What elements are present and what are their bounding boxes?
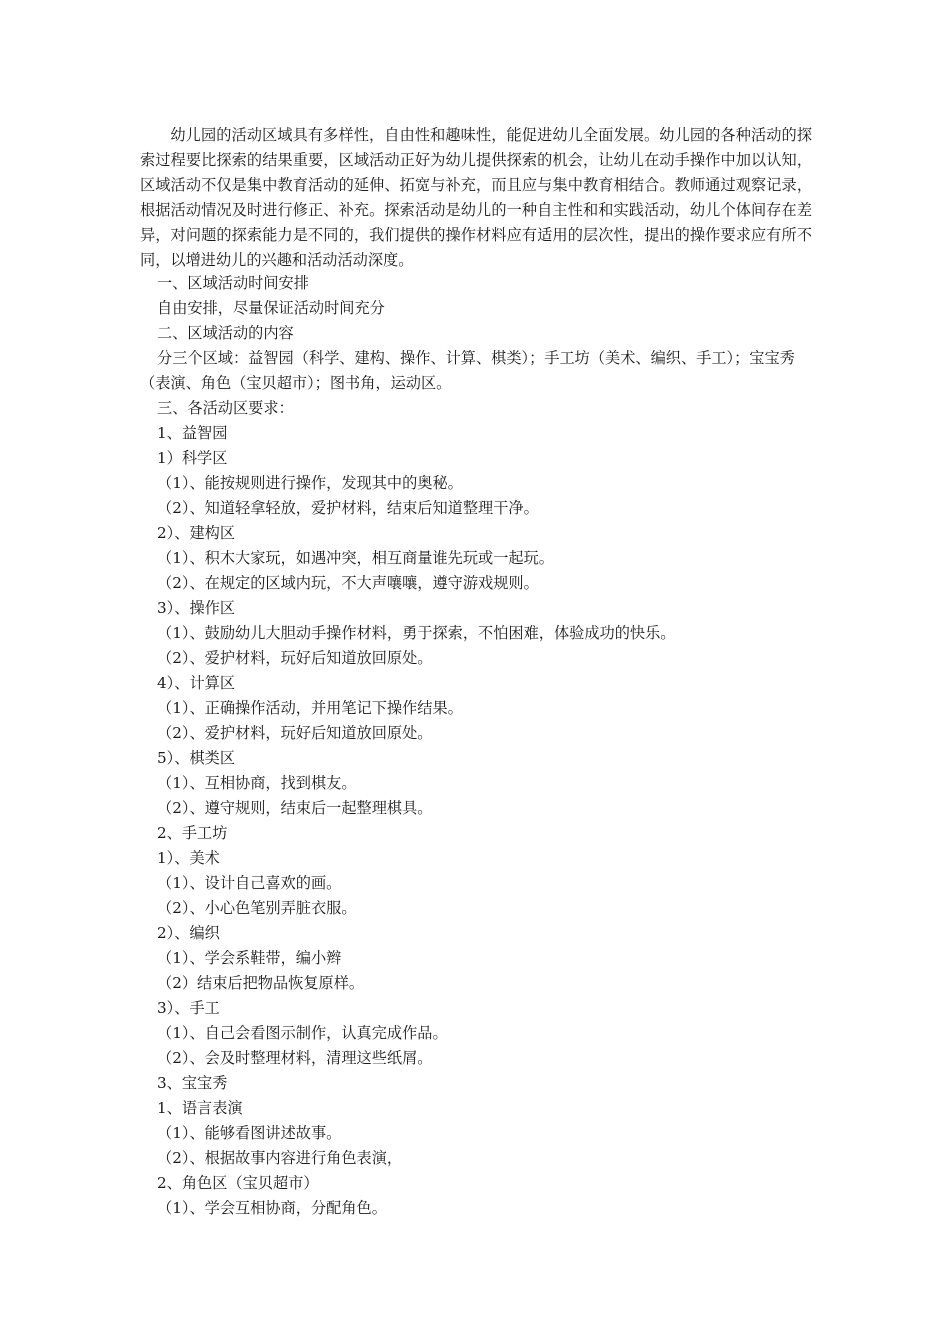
list-item: （1）、积木大家玩，如遇冲突，相互商量谁先玩或一起玩。 (157, 549, 554, 567)
section-heading: 二、区域活动的内容 (157, 324, 294, 342)
sub-heading: 2）、建构区 (157, 524, 236, 542)
list-item: （1）、能够看图讲述故事。 (157, 1124, 342, 1142)
list-item: （2）结束后把物品恢复原样。 (157, 974, 365, 992)
section-heading: 三、各活动区要求： (157, 399, 294, 417)
list-item: （1）、学会互相协商，分配角色。 (157, 1199, 387, 1217)
list-item: （2）、根据故事内容进行角色表演， (157, 1149, 403, 1167)
sub-heading: 5）、棋类区 (157, 749, 236, 767)
sub-heading: 3、宝宝秀 (157, 1074, 228, 1092)
list-item: （2）、知道轻拿轻放，爱护材料，结束后知道整理干净。 (157, 499, 539, 517)
sub-heading: 4）、计算区 (157, 674, 236, 692)
list-item: （2）、爱护材料，玩好后知道放回原处。 (157, 649, 433, 667)
section-heading: 一、区域活动时间安排 (157, 274, 309, 292)
content-lines (140, 271, 817, 1221)
sub-heading: 1）、美术 (157, 849, 220, 867)
list-item: （1）、互相协商，找到棋友。 (157, 774, 357, 792)
list-item: （2）、爱护材料，玩好后知道放回原处。 (157, 724, 433, 742)
sub-heading: 3）、手工 (157, 999, 220, 1017)
text-line: （表演、角色（宝贝超市）；图书角，运动区。 (140, 374, 452, 392)
sub-heading: 1、语言表演 (157, 1099, 243, 1117)
list-item: （1）、学会系鞋带，编小辫 (157, 949, 342, 967)
list-item: （1）、鼓励幼儿大胆动手操作材料，勇于探索，不怕困难，体验成功的快乐。 (157, 624, 676, 642)
sub-heading: 1、益智园 (157, 424, 228, 442)
list-item: （2）、会及时整理材料，清理这些纸屑。 (157, 1049, 433, 1067)
list-item: （1）、设计自己喜欢的画。 (157, 874, 342, 892)
sub-heading: 2、手工坊 (157, 824, 228, 842)
list-item: （1）、能按规则进行操作，发现其中的奥秘。 (157, 474, 463, 492)
sub-heading: 2）、编织 (157, 924, 220, 942)
list-item: （1）、正确操作活动，并用笔记下操作结果。 (157, 699, 463, 717)
list-item: （2）、小心色笔别弄脏衣服。 (157, 899, 357, 917)
text-line: 自由安排，尽量保证活动时间充分 (157, 299, 385, 317)
sub-heading: 3）、操作区 (157, 599, 236, 617)
intro-paragraph: 幼儿园的活动区域具有多样性，自由性和趣味性，能促进幼儿全面发展。幼儿园的各种活动的探索过程要比探索的结果重要，区域活动正好为幼儿提供探索的机会，让幼儿在动手操作中加以认知，区域活动不仅是集中教育活动的延伸、拓宽与补充，而且应与集中教育相结合。教师通过观察记录，根据活动情况及时进行修正、补充。探索活动是幼儿的一种自主性和和实践活动，幼儿个体间存在差异，对问题的探索能力是不同的，我们提供的操作材料应有适用的层次性，提出的操作要求应有所不同，以增进幼儿的兴趣和活动活动深度。 (140, 126, 812, 269)
list-item: （2）、遵守规则，结束后一起整理棋具。 (157, 799, 433, 817)
list-item: （1）、自己会看图示制作，认真完成作品。 (157, 1024, 448, 1042)
list-item: （2）、在规定的区域内玩，不大声嚷嚷，遵守游戏规则。 (157, 574, 539, 592)
sub-heading: 2、角色区（宝贝超市） (157, 1174, 319, 1192)
text-line: 分三个区域：益智园（科学、建构、操作、计算、棋类）；手工坊（美术、编织、手工）；宝宝秀 (157, 349, 795, 367)
sub-heading: 1）科学区 (157, 449, 228, 467)
